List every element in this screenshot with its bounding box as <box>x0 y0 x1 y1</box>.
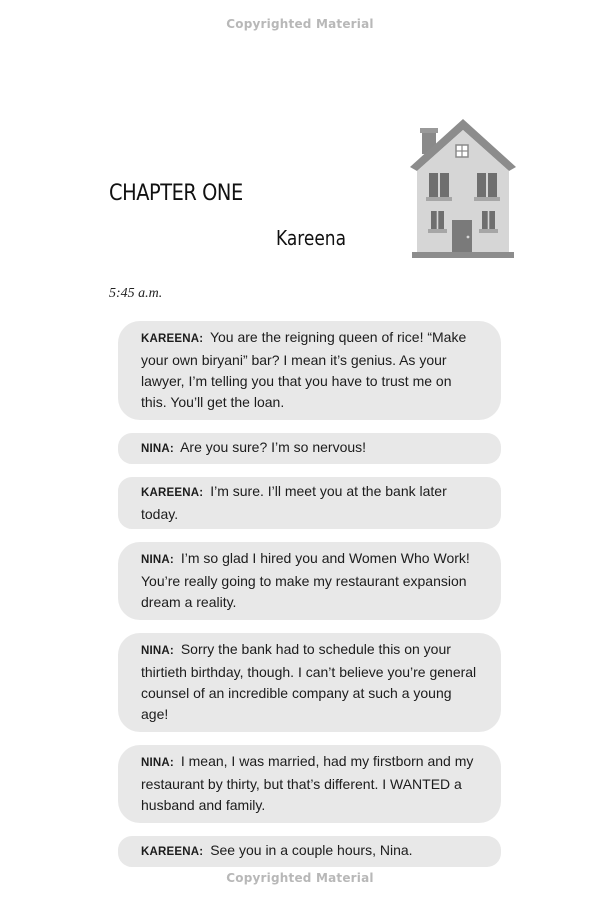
message-bubble <box>118 836 501 867</box>
message-speaker: KAREENA: <box>141 487 204 499</box>
watermark-bottom: Copyrighted Material <box>226 871 374 885</box>
message-speaker: KAREENA: <box>141 333 204 345</box>
message-timestamp: 5:45 a.m. <box>109 286 163 301</box>
message-speaker: NINA: <box>141 645 174 657</box>
message-speaker: NINA: <box>141 757 174 769</box>
message-text: I’m sure. I’ll meet you at the bank later today. <box>141 483 447 522</box>
chapter-pov-name: Kareena <box>276 226 346 250</box>
message-bubble <box>118 745 501 823</box>
message-text: I’m so glad I hired you and Women Who Work! You’re really going to make my restaurant expansion dream a reality. <box>141 550 470 610</box>
message-text: Are you sure? I’m so nervous! <box>180 439 367 455</box>
message-bubble <box>118 433 501 464</box>
chapter-title: CHAPTER ONE <box>109 181 243 206</box>
message-speaker: NINA: <box>141 554 174 566</box>
message-text: See you in a couple hours, Nina. <box>210 842 413 858</box>
message-thread <box>118 321 501 880</box>
house-icon <box>408 117 518 259</box>
message-text: You are the reigning queen of rice! “Make your own biryani” bar? I mean it’s genius. As your lawyer, I’m telling you that you have to trust me on this. You’ll get the loan. <box>141 329 467 410</box>
message-bubble <box>118 633 501 732</box>
message-text: I mean, I was married, had my firstborn and my restaurant by thirty, but that’s different. I WANTED a husband and family. <box>141 753 474 813</box>
message-text: Sorry the bank had to schedule this on your thirtieth birthday, though. I can’t believe you’re general counsel of an incredible company at such a young age! <box>141 641 477 722</box>
watermark-top: Copyrighted Material <box>226 17 374 31</box>
message-bubble <box>118 477 501 529</box>
message-bubble <box>118 542 501 620</box>
message-speaker: NINA: <box>141 443 174 455</box>
message-bubble <box>118 321 501 420</box>
message-speaker: KAREENA: <box>141 846 204 858</box>
